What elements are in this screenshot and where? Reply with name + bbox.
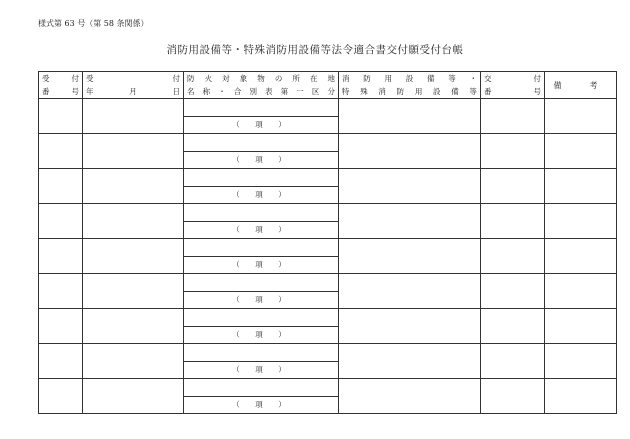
table-row bbox=[39, 379, 617, 414]
table-row bbox=[39, 99, 617, 134]
header-issue-number bbox=[481, 72, 545, 99]
cell-issue-number[interactable] bbox=[481, 344, 545, 379]
cell-receipt-date[interactable] bbox=[83, 99, 184, 134]
cell-property-location bbox=[184, 309, 339, 344]
item-label: （ 項 ） bbox=[232, 365, 290, 375]
header-receipt-date bbox=[83, 72, 184, 99]
location-line[interactable] bbox=[184, 169, 338, 187]
cell-equipment[interactable] bbox=[339, 239, 481, 274]
location-line[interactable] bbox=[184, 239, 338, 257]
cell-receipt-number[interactable] bbox=[39, 309, 83, 344]
header-issue-number-bottom: 番 号 bbox=[484, 87, 541, 96]
table-row bbox=[39, 169, 617, 204]
header-property-location-bottom: 名 称 ・ 合 別 表 第 一 区 分 bbox=[187, 87, 335, 96]
table-row bbox=[39, 204, 617, 239]
cell-property-location bbox=[184, 99, 339, 134]
cell-remarks[interactable] bbox=[545, 134, 617, 169]
location-subcells bbox=[184, 344, 338, 378]
item-category-line[interactable] bbox=[184, 152, 338, 169]
header-receipt-number-bottom: 番 号 bbox=[42, 87, 79, 96]
cell-issue-number[interactable] bbox=[481, 99, 545, 134]
cell-receipt-number[interactable] bbox=[39, 239, 83, 274]
item-category-line[interactable] bbox=[184, 397, 338, 414]
header-issue-number-top: 交 付 bbox=[484, 74, 541, 83]
location-line[interactable] bbox=[184, 344, 338, 362]
location-subcells bbox=[184, 309, 338, 343]
location-line[interactable] bbox=[184, 309, 338, 327]
item-label: （ 項 ） bbox=[232, 400, 290, 410]
page-title: 消防用設備等・特殊消防用設備等法令適合書交付願受付台帳 bbox=[166, 44, 464, 56]
item-category-line[interactable] bbox=[184, 117, 338, 134]
item-label: （ 項 ） bbox=[232, 155, 290, 165]
item-category-line[interactable] bbox=[184, 362, 338, 379]
location-subcells bbox=[184, 204, 338, 238]
cell-receipt-number[interactable] bbox=[39, 99, 83, 134]
cell-receipt-date[interactable] bbox=[83, 379, 184, 414]
location-line[interactable] bbox=[184, 204, 338, 222]
header-remarks: 備 考 bbox=[545, 72, 617, 99]
cell-property-location bbox=[184, 344, 339, 379]
location-line[interactable] bbox=[184, 99, 338, 117]
cell-equipment[interactable] bbox=[339, 274, 481, 309]
table-row bbox=[39, 239, 617, 274]
location-subcells bbox=[184, 274, 338, 308]
item-label: （ 項 ） bbox=[232, 190, 290, 200]
cell-remarks[interactable] bbox=[545, 379, 617, 414]
cell-equipment[interactable] bbox=[339, 344, 481, 379]
cell-equipment[interactable] bbox=[339, 204, 481, 239]
cell-receipt-date[interactable] bbox=[83, 239, 184, 274]
header-receipt-number bbox=[39, 72, 83, 99]
cell-receipt-date[interactable] bbox=[83, 169, 184, 204]
cell-remarks[interactable] bbox=[545, 239, 617, 274]
item-category-line[interactable] bbox=[184, 222, 338, 239]
ledger-table bbox=[38, 71, 617, 414]
cell-remarks[interactable] bbox=[545, 274, 617, 309]
table-row bbox=[39, 134, 617, 169]
table-row bbox=[39, 309, 617, 344]
cell-receipt-date[interactable] bbox=[83, 309, 184, 344]
cell-receipt-date[interactable] bbox=[83, 134, 184, 169]
item-label: （ 項 ） bbox=[232, 120, 290, 130]
cell-equipment[interactable] bbox=[339, 379, 481, 414]
header-property-location bbox=[184, 72, 339, 99]
cell-equipment[interactable] bbox=[339, 99, 481, 134]
cell-remarks[interactable] bbox=[545, 309, 617, 344]
item-category-line[interactable] bbox=[184, 187, 338, 204]
header-equipment-bottom: 特 殊 消 防 用 設 備 等 bbox=[342, 87, 477, 96]
cell-property-location bbox=[184, 379, 339, 414]
cell-receipt-number[interactable] bbox=[39, 169, 83, 204]
header-receipt-date-bottom: 年 月 日 bbox=[86, 87, 180, 96]
item-label: （ 項 ） bbox=[232, 330, 290, 340]
cell-issue-number[interactable] bbox=[481, 379, 545, 414]
location-subcells bbox=[184, 99, 338, 133]
cell-property-location bbox=[184, 239, 339, 274]
cell-issue-number[interactable] bbox=[481, 204, 545, 239]
table-header-row bbox=[39, 72, 617, 99]
cell-equipment[interactable] bbox=[339, 134, 481, 169]
cell-remarks[interactable] bbox=[545, 99, 617, 134]
header-equipment-top: 消 防 用 設 備 等 ・ bbox=[342, 74, 477, 83]
cell-receipt-number[interactable] bbox=[39, 379, 83, 414]
cell-issue-number[interactable] bbox=[481, 274, 545, 309]
location-subcells bbox=[184, 169, 338, 203]
item-category-line[interactable] bbox=[184, 292, 338, 309]
cell-property-location bbox=[184, 204, 339, 239]
cell-remarks[interactable] bbox=[545, 204, 617, 239]
location-subcells bbox=[184, 379, 338, 413]
cell-remarks[interactable] bbox=[545, 169, 617, 204]
header-receipt-date-top: 受 付 bbox=[86, 74, 180, 83]
location-line[interactable] bbox=[184, 379, 338, 397]
header-equipment bbox=[339, 72, 481, 99]
item-label: （ 項 ） bbox=[232, 295, 290, 305]
location-subcells bbox=[184, 134, 338, 168]
cell-equipment[interactable] bbox=[339, 309, 481, 344]
location-line[interactable] bbox=[184, 134, 338, 152]
location-subcells bbox=[184, 239, 338, 273]
header-receipt-number-top: 受 付 bbox=[42, 74, 79, 83]
location-line[interactable] bbox=[184, 274, 338, 292]
item-category-line[interactable] bbox=[184, 257, 338, 274]
item-label: （ 項 ） bbox=[232, 225, 290, 235]
cell-receipt-date[interactable] bbox=[83, 274, 184, 309]
cell-issue-number[interactable] bbox=[481, 309, 545, 344]
header-property-location-top: 防 火 対 象 物 の 所 在 地 bbox=[187, 74, 335, 83]
cell-receipt-number[interactable] bbox=[39, 344, 83, 379]
cell-equipment[interactable] bbox=[339, 169, 481, 204]
cell-remarks[interactable] bbox=[545, 344, 617, 379]
cell-issue-number[interactable] bbox=[481, 169, 545, 204]
cell-property-location bbox=[184, 274, 339, 309]
cell-issue-number[interactable] bbox=[481, 239, 545, 274]
cell-issue-number[interactable] bbox=[481, 134, 545, 169]
cell-receipt-number[interactable] bbox=[39, 134, 83, 169]
table-row bbox=[39, 274, 617, 309]
cell-property-location bbox=[184, 134, 339, 169]
item-label: （ 項 ） bbox=[232, 260, 290, 270]
cell-receipt-date[interactable] bbox=[83, 344, 184, 379]
cell-receipt-date[interactable] bbox=[83, 204, 184, 239]
cell-receipt-number[interactable] bbox=[39, 204, 83, 239]
form-number: 様式第 63 号（第 58 条関係） bbox=[38, 19, 149, 28]
cell-receipt-number[interactable] bbox=[39, 274, 83, 309]
cell-property-location bbox=[184, 169, 339, 204]
table-row bbox=[39, 344, 617, 379]
item-category-line[interactable] bbox=[184, 327, 338, 344]
